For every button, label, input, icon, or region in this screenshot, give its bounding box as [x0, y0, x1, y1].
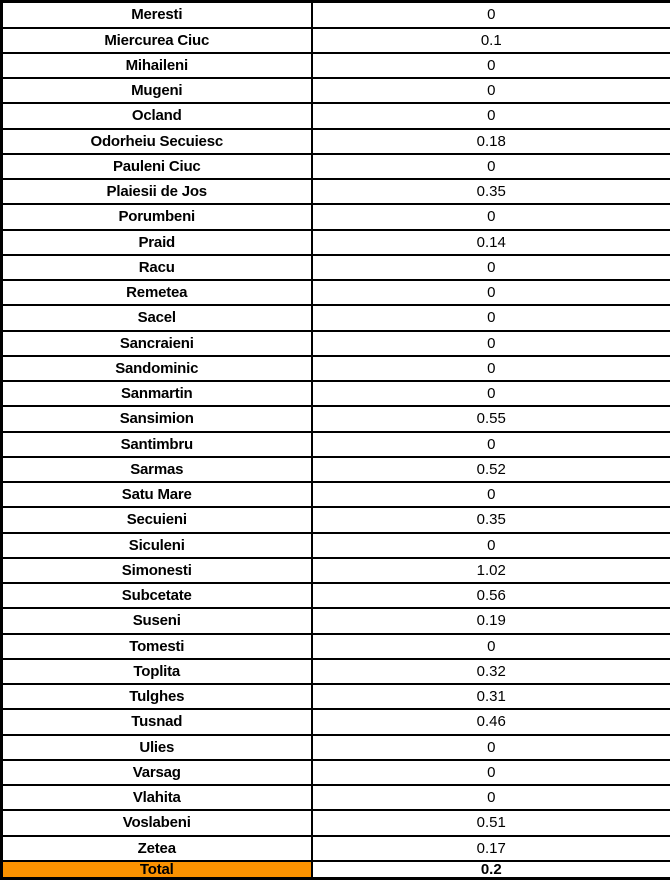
table-row [2, 836, 670, 862]
locality-cell: Sancraieni [2, 331, 312, 356]
locality-cell: Tulghes [2, 684, 312, 709]
locality-cell: Pauleni Ciuc [2, 154, 312, 179]
locality-cell: Tomesti [2, 634, 312, 659]
value-cell: 0.52 [312, 457, 670, 482]
value-cell: 0 [312, 2, 670, 28]
value-cell: 0.17 [312, 836, 670, 862]
locality-cell: Sansimion [2, 406, 312, 431]
value-cell: 0 [312, 381, 670, 406]
table-row [2, 659, 670, 684]
table-row [2, 204, 670, 229]
table-row [2, 583, 670, 608]
locality-cell: Voslabeni [2, 810, 312, 835]
value-cell: 0.35 [312, 179, 670, 204]
locality-cell: Porumbeni [2, 204, 312, 229]
value-cell: 0 [312, 634, 670, 659]
table-row [2, 2, 670, 28]
value-cell: 0 [312, 305, 670, 330]
table-row [2, 533, 670, 558]
total-label-cell: Total [2, 861, 312, 879]
value-cell: 0.14 [312, 230, 670, 255]
table-row [2, 684, 670, 709]
locality-cell: Odorheiu Secuiesc [2, 129, 312, 154]
table-row [2, 760, 670, 785]
locality-cell: Toplita [2, 659, 312, 684]
table-row [2, 356, 670, 381]
table-row [2, 608, 670, 633]
locality-cell: Suseni [2, 608, 312, 633]
value-cell: 0.31 [312, 684, 670, 709]
locality-cell: Praid [2, 230, 312, 255]
table-row [2, 78, 670, 103]
locality-cell: Mugeni [2, 78, 312, 103]
table-row [2, 482, 670, 507]
table-row [2, 634, 670, 659]
value-cell: 0 [312, 331, 670, 356]
locality-cell: Mihaileni [2, 53, 312, 78]
table-row [2, 507, 670, 532]
value-cell: 0 [312, 53, 670, 78]
value-cell: 0 [312, 760, 670, 785]
table-row [2, 735, 670, 760]
locality-cell: Santimbru [2, 432, 312, 457]
locality-cell: Varsag [2, 760, 312, 785]
locality-cell: Simonesti [2, 558, 312, 583]
locality-cell: Satu Mare [2, 482, 312, 507]
value-cell: 0 [312, 432, 670, 457]
locality-cell: Subcetate [2, 583, 312, 608]
table-row [2, 28, 670, 53]
value-cell: 0 [312, 78, 670, 103]
value-cell: 0 [312, 482, 670, 507]
value-cell: 0.51 [312, 810, 670, 835]
value-cell: 0 [312, 735, 670, 760]
table-row [2, 129, 670, 154]
table-row [2, 381, 670, 406]
locality-cell: Miercurea Ciuc [2, 28, 312, 53]
locality-cell: Ocland [2, 103, 312, 128]
table-row [2, 53, 670, 78]
locality-cell: Tusnad [2, 709, 312, 734]
table-row [2, 709, 670, 734]
locality-cell: Secuieni [2, 507, 312, 532]
value-cell: 0.1 [312, 28, 670, 53]
value-cell: 0 [312, 204, 670, 229]
locality-cell: Sandominic [2, 356, 312, 381]
table-row [2, 406, 670, 431]
value-cell: 0.35 [312, 507, 670, 532]
value-cell: 0.18 [312, 129, 670, 154]
value-cell: 0.19 [312, 608, 670, 633]
locality-cell: Sacel [2, 305, 312, 330]
table-body [2, 2, 670, 862]
table-row [2, 785, 670, 810]
table-row [2, 810, 670, 835]
locality-cell: Ulies [2, 735, 312, 760]
value-cell: 0.46 [312, 709, 670, 734]
locality-cell: Siculeni [2, 533, 312, 558]
table-row [2, 432, 670, 457]
locality-cell: Plaiesii de Jos [2, 179, 312, 204]
locality-cell: Sanmartin [2, 381, 312, 406]
locality-cell: Zetea [2, 836, 312, 862]
table-row [2, 305, 670, 330]
value-cell: 0 [312, 356, 670, 381]
table-row [2, 179, 670, 204]
value-cell: 0 [312, 785, 670, 810]
locality-cell: Vlahita [2, 785, 312, 810]
value-cell: 0 [312, 255, 670, 280]
locality-cell: Sarmas [2, 457, 312, 482]
value-cell: 1.02 [312, 558, 670, 583]
value-cell: 0.56 [312, 583, 670, 608]
value-cell: 0 [312, 154, 670, 179]
table-row [2, 558, 670, 583]
locality-cell: Meresti [2, 2, 312, 28]
value-cell: 0.32 [312, 659, 670, 684]
table-row [2, 154, 670, 179]
value-cell: 0.55 [312, 406, 670, 431]
value-cell: 0 [312, 280, 670, 305]
table-row [2, 280, 670, 305]
locality-cell: Remetea [2, 280, 312, 305]
total-value-cell: 0.2 [312, 861, 670, 879]
table-row [2, 103, 670, 128]
table-row [2, 230, 670, 255]
total-row [2, 861, 670, 879]
value-cell: 0 [312, 103, 670, 128]
locality-cell: Racu [2, 255, 312, 280]
table-row [2, 255, 670, 280]
table-row [2, 457, 670, 482]
table-row [2, 331, 670, 356]
value-cell: 0 [312, 533, 670, 558]
